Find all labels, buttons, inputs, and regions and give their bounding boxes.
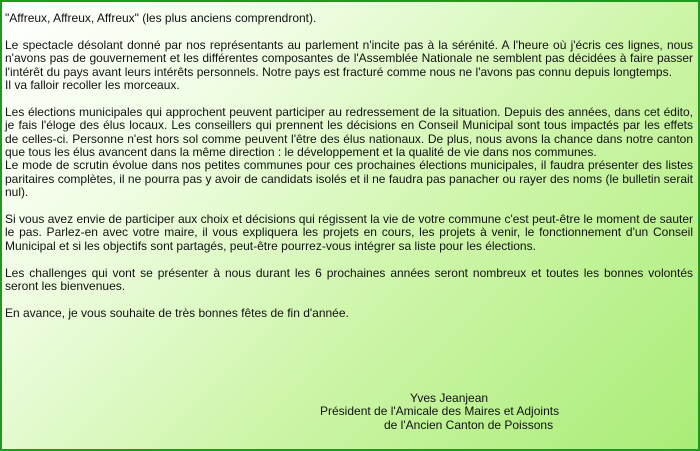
paragraph-4-text: Les challenges qui vont se présenter à nous durant les 6 prochaines années seront nombreux et toutes les bonnes volontés seront les bienvenues. [5,265,693,294]
paragraph-3-text: Si vous avez envie de participer aux choix et décisions qui régissent la vie de votre commune c'est peut-être le moment de sauter le pas. Parlez-en avec votre maire, il vous expliquera les projets en cours, les projets à venir, le fonctionnement d'un Conseil Municipal et si les objectifs sont partagés, peut-être pourrez-vous intégrer sa liste pour les élections. [5,212,693,253]
paragraph-2-tail: Le mode de scrutin évolue dans nos petites communes pour ces prochaines élections municipales, il faudra présenter des listes paritaires complètes, il ne pourra pas y avoir de candidats isolés et il ne faudra pas panacher ou rayer des noms (le bulletin serait nul). [5,158,693,200]
paragraph-2 [5,106,693,200]
paragraph-3 [5,213,693,253]
editorial-text [5,12,693,334]
paragraph-1 [5,39,693,93]
paragraph-4 [5,267,693,294]
paragraph-5-text: En avance, je vous souhaite de très bonnes fêtes de fin d'année. [5,305,349,320]
signature-canton: de l'Ancien Canton de Poissons [384,417,554,432]
paragraph-1-text: Le spectacle désolant donné par nos représentants au parlement n'incite pas à la sérénité. A l'heure où j'écris ces lignes, nous n'avons pas de gouvernement et les différentes composantes de l'Assemblée Nationale ne semblent pas décidées à faire passer l'intérêt du pays avant leurs intérêts personnels. Notre pays est fracturé comme nous ne l'avons pas connu depuis longtemps. [5,37,693,79]
paragraph-1-tail: Il va falloir recoller les morceaux. [5,78,180,93]
intro-line: "Affreux, Affreux, Affreux" (les plus anciens comprendront). [5,11,317,25]
paragraph-5 [5,307,693,320]
signature-title: Président de l'Amicale des Maires et Adjoints [320,404,560,419]
signature-name: Yves Jeanjean [410,391,489,405]
paragraph-2-text: Les élections municipales qui approchent peuvent participer au redressement de la situation. Depuis des années, dans cet édito, je fais l'éloge des élus locaux. Les conseillers qui prennent les décisions en Conseil Municipal sont tous impactés par les effets de celles-ci. Personne n'est hors sol comme peuvent l'être des élus nationaux. De plus, nous avons la chance dans notre canton que tous les élus avancent dans la même direction : le développement et la qualité de vie dans nos communes. [5,104,693,160]
